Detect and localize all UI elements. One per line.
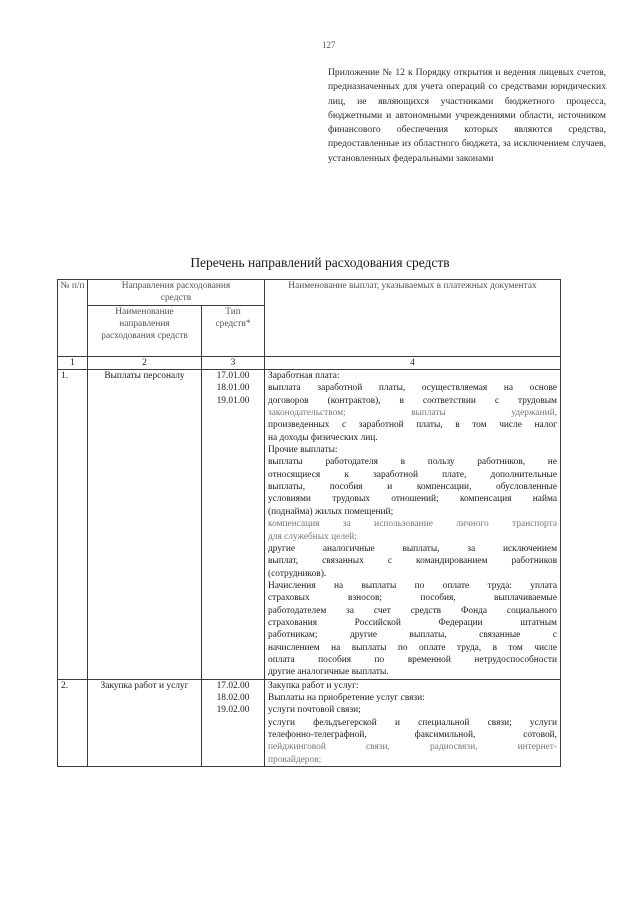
table-row xyxy=(58,679,561,766)
fund-type-code: 18.01.00 xyxy=(216,383,250,394)
payment-line: Заработная плата: xyxy=(268,371,340,382)
fund-type-code: 17.01.00 xyxy=(216,371,250,382)
table-row xyxy=(58,370,561,680)
column-number: 3 xyxy=(202,356,265,369)
appendix-note: Приложение № 12 к Порядку открытия и ведения лицевых счетов, предназначенных для учета операций со средствами юридических лиц, не являющихся участниками бюджетного процесса, бюджетными и автономными учреждениями области, источником финансового обеспечения которых являются средства, предоставленные из областного бюджета, за исключением случаев, установленных федеральными законами xyxy=(328,67,606,164)
payment-line: выплаты работодателя в пользу работников, не xyxy=(268,457,557,468)
payment-line: начислением на выплаты по оплате труда, в том числе xyxy=(268,642,557,653)
payment-line: другие аналогичные выплаты, за исключением xyxy=(268,543,557,554)
payment-line: оплата пособия по временной нетрудоспособности xyxy=(268,654,557,665)
fund-type-code: 19.01.00 xyxy=(216,395,250,406)
payment-line: страхования Российской Федерации штатным xyxy=(268,617,557,628)
payment-line: провайдеров; xyxy=(268,754,322,765)
payments-description xyxy=(265,370,561,680)
payment-line: выплат, связанных с командированием работников xyxy=(268,556,557,567)
table-header-row xyxy=(58,280,561,306)
payment-line: произведенных с заработной платы, в том числе налог xyxy=(268,420,557,431)
payment-line: условиями трудовых отношений; компенсация найма xyxy=(268,494,557,505)
header-fund-type: Тип средств* xyxy=(202,305,265,356)
document-title: Перечень направлений расходования средств xyxy=(190,255,450,270)
header-direction-name: Наименование направления расходования средств xyxy=(88,305,202,356)
payment-line: телефонно-телеграфной, факсимильной, сотовой, xyxy=(268,730,557,740)
column-number-row xyxy=(58,356,561,369)
payment-line: другие аналогичные выплаты. xyxy=(268,667,389,678)
payment-line: законодательством; выплаты удержаний, xyxy=(268,408,557,419)
payment-line: Закупка работ и услуг: xyxy=(268,680,359,691)
payment-line: выплата заработной платы, осуществляемая на основе xyxy=(268,383,557,394)
payment-line: Прочие выплаты: xyxy=(268,445,338,456)
fund-type-codes xyxy=(202,370,265,680)
expenditure-directions-table xyxy=(57,279,561,767)
payment-line: на доходы физических лиц. xyxy=(268,432,378,443)
fund-type-codes xyxy=(202,679,265,766)
header-directions: Направления расходования средств xyxy=(88,280,265,306)
fund-type-code: 17.02.00 xyxy=(216,680,250,691)
payments-description xyxy=(265,679,561,766)
direction-name: Выплаты персоналу xyxy=(88,370,202,680)
payment-line: услуги почтовой связи; xyxy=(268,705,361,716)
payment-line: относящиеся к заработной плате, дополнительные xyxy=(268,469,557,480)
payment-line: услуги фельдъегерской и специальной связи; услуги xyxy=(268,717,557,728)
page-number: 127 xyxy=(322,40,336,50)
payment-line: страховых взносов; пособия, выплачиваемые xyxy=(268,593,557,604)
payment-line: Выплаты на приобретение услуг связи: xyxy=(268,692,425,703)
payment-line: договоров (контрактов), в соответствии с трудовым xyxy=(268,395,557,406)
fund-type-code: 18.02.00 xyxy=(216,692,250,703)
payment-line: выплаты, пособия и компенсации, обусловленные xyxy=(268,482,557,493)
header-num: № п/п xyxy=(58,280,88,357)
payment-line: (сотрудников). xyxy=(268,568,327,579)
payment-line: компенсация за использование личного транспорта xyxy=(268,519,557,530)
row-number: 1. xyxy=(58,370,88,680)
column-number: 4 xyxy=(265,356,561,369)
row-number: 2. xyxy=(58,679,88,766)
column-number: 1 xyxy=(58,356,88,369)
header-payments: Наименование выплат, указываемых в платежных документах xyxy=(265,280,561,357)
column-number: 2 xyxy=(88,356,202,369)
direction-name: Закупка работ и услуг xyxy=(88,679,202,766)
payment-line: пейджинговой связи, радиосвязи, интернет- xyxy=(268,742,557,753)
payment-line: Начисления на выплаты по оплате труда: уплата xyxy=(268,580,557,591)
fund-type-code: 19.02.00 xyxy=(216,705,250,716)
payment-line: для служебных целей; xyxy=(268,531,357,542)
payment-line: работодателем за счет средств Фонда социального xyxy=(268,605,557,616)
payment-line: работникам; другие выплаты, связанные с xyxy=(268,630,557,641)
payment-line: (поднайма) жилых помещений; xyxy=(268,506,394,517)
